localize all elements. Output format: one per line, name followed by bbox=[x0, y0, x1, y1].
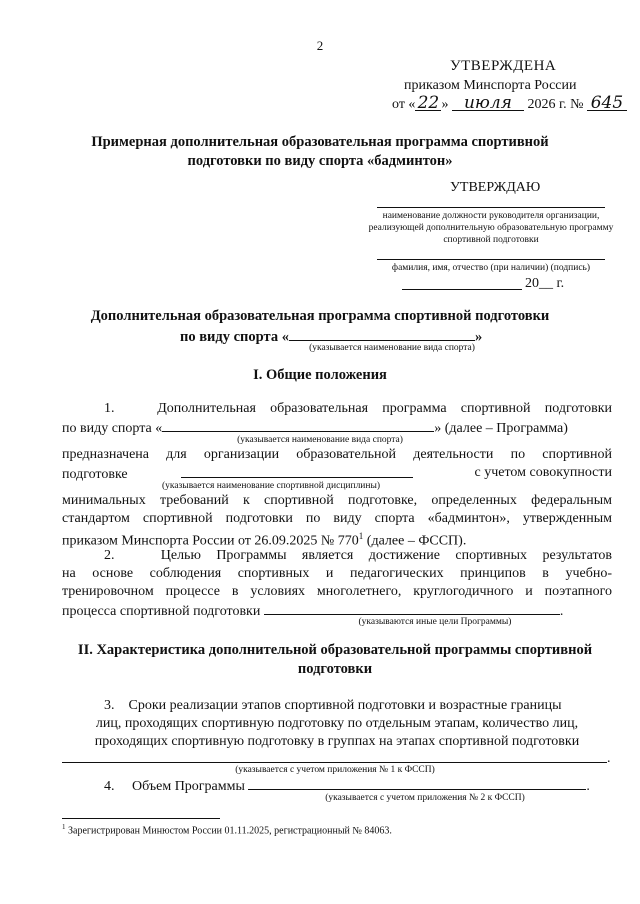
approve-note-position: наименование должности руководителя организации, реализующей дополнительную образовательную программу спортивной подготовки bbox=[368, 211, 614, 245]
p2-line1: 2. Целью Программы является достижение спортивных результатов bbox=[104, 548, 612, 563]
p2-suffix: . bbox=[559, 604, 564, 619]
p2-line3: тренировочном процессе в условиях многолетнего, круглогодичного и поэтапного bbox=[62, 584, 612, 599]
program-title-prefix: по виду спорта « bbox=[180, 329, 289, 345]
date-year: 2026 г. № bbox=[527, 97, 584, 112]
handwritten-day: 22 bbox=[415, 96, 441, 111]
p1-sport-blank bbox=[162, 417, 434, 432]
page-number: 2 bbox=[316, 38, 324, 53]
approve-title: УТВЕРЖДАЮ bbox=[450, 180, 541, 195]
p4-note: (указывается с учетом приложения № 2 к ФССП) bbox=[325, 793, 525, 803]
footnote-mark: 1 bbox=[62, 823, 66, 831]
p4-blank bbox=[248, 775, 586, 790]
p1-discipline-prefix: подготовке bbox=[62, 467, 128, 482]
date-prefix: от « bbox=[392, 97, 416, 112]
p1-note-discipline: (указывается наименование спортивной дисциплины) bbox=[161, 481, 381, 491]
date-line bbox=[402, 289, 522, 290]
p1-order-ref: приказом Минспорта России от 26.09.2025 № 770 bbox=[62, 533, 359, 549]
p2-note: (указываются иные цели Программы) bbox=[358, 617, 512, 627]
p1-sport-prefix: по виду спорта « bbox=[62, 421, 163, 436]
footnote-text: Зарегистрирован Минюстом России 01.11.2025, регистрационный № 84063. bbox=[65, 825, 392, 837]
p1-discipline-blank bbox=[181, 463, 413, 478]
program-title: Дополнительная образовательная программа спортивной подготовки bbox=[90, 308, 550, 324]
p1-sport-suffix: » (далее – Программа) bbox=[434, 421, 568, 436]
p2-goals-blank bbox=[264, 600, 560, 615]
p3-line3: проходящих спортивную подготовку в группах на этапах спортивной подготовки bbox=[94, 734, 580, 749]
name-line bbox=[377, 259, 605, 260]
program-title-note: (указывается наименование вида спорта) bbox=[309, 343, 475, 353]
main-title: Примерная дополнительная образовательная программа спортивной подготовки по виду спорта «бадминтон» bbox=[91, 134, 549, 169]
p1-line3: предназначена для организации образовательной деятельности по спортивной bbox=[62, 447, 612, 462]
p1-line5: минимальных требований к спортивной подготовке, определенных федеральным bbox=[62, 493, 612, 508]
section-2-heading-line2: подготовки bbox=[297, 661, 373, 677]
footnote-separator bbox=[62, 818, 220, 819]
p1-note-sport: (указывается наименование вида спорта) bbox=[237, 435, 403, 445]
p3-suffix: . bbox=[607, 751, 611, 766]
p4-suffix: . bbox=[586, 779, 590, 794]
p4-prefix: 4. Объем Программы bbox=[104, 779, 245, 794]
p3-line2: лиц, проходящих спортивную подготовку по отдельным этапам, количество лиц, bbox=[95, 716, 579, 731]
handwritten-number: 645 bbox=[587, 96, 627, 111]
p1-line1: 1. Дополнительная образовательная программа спортивной подготовки bbox=[104, 401, 612, 416]
footnote-ref[interactable]: 1 bbox=[358, 531, 364, 541]
p2-prefix: процесса спортивной подготовки bbox=[62, 604, 261, 619]
approval-title: УТВЕРЖДЕНА bbox=[450, 58, 557, 74]
approval-date-line: от « 22 » июля 2026 г. № 645 bbox=[392, 96, 627, 113]
footnote bbox=[62, 823, 392, 836]
approve-note-name: фамилия, имя, отчество (при наличии) (подпись) bbox=[391, 263, 591, 273]
section-1-heading: I. Общие положения bbox=[253, 367, 387, 383]
approval-order-line: приказом Минспорта России bbox=[404, 78, 577, 93]
section-2-heading-line1: II. Характеристика дополнительной образовательной программы спортивной bbox=[77, 642, 593, 658]
p3-note: (указывается с учетом приложения № 1 к ФССП) bbox=[235, 765, 435, 775]
signature-line bbox=[377, 207, 605, 208]
p1-fssp: (далее – ФССП). bbox=[363, 533, 467, 549]
p1-line6: стандартом спортивной подготовки по виду спорта «бадминтон», утвержденным bbox=[62, 511, 612, 526]
approve-date-year: 20__ г. bbox=[525, 276, 565, 291]
p1-discipline-suffix: с учетом совокупности bbox=[474, 465, 612, 480]
p3-blank bbox=[62, 762, 607, 763]
program-title-suffix: » bbox=[474, 329, 483, 345]
p3-line1: 3. Сроки реализации этапов спортивной подготовки и возрастные границы bbox=[104, 698, 562, 713]
handwritten-month: июля bbox=[452, 96, 524, 111]
sport-blank bbox=[289, 326, 475, 341]
p2-line2: на основе соблюдения спортивных и педагогических принципов в учебно- bbox=[62, 566, 612, 581]
